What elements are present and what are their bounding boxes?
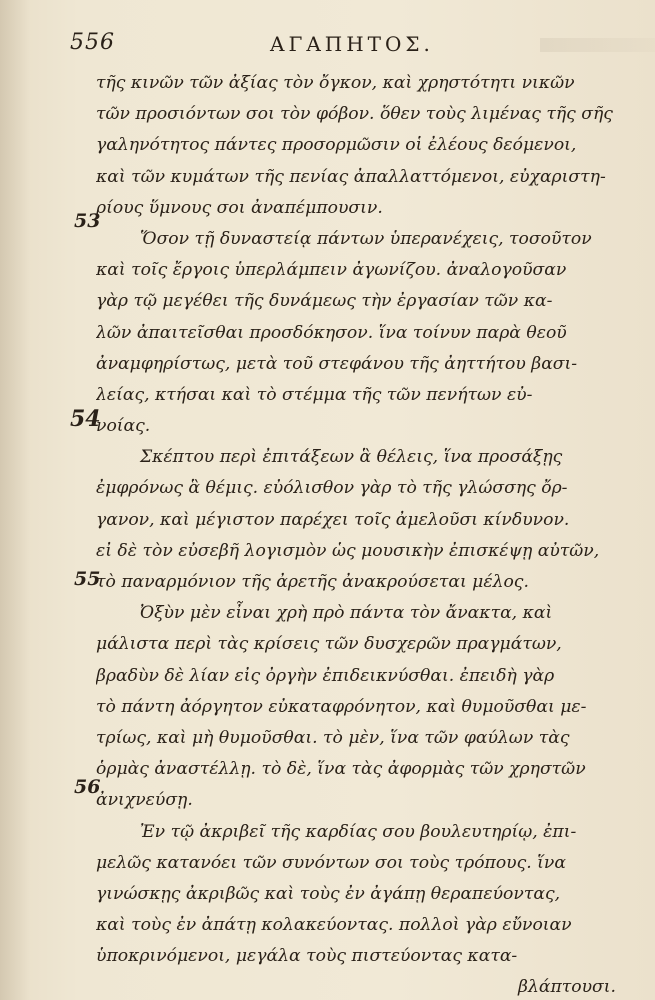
text-line: καὶ τῶν κυμάτων τῆς πενίας ἀπαλλαττόμενοι, εὐχαριστη-	[96, 166, 606, 187]
text-line: τῶν προσιόντων σοι τὸν φόβον. ὅθεν τοὺς λιμένας τῆς σῆς	[96, 104, 613, 125]
text-line: Σκέπτου περὶ ἐπιτάξεων ἃ θέλεις, ἵνα προσάξῃς	[140, 447, 563, 468]
text-line: τρίως, καὶ μὴ θυμοῦσθαι. τὸ μὲν, ἵνα τῶν φαύλων τὰς	[96, 727, 570, 748]
text-line: ἀνιχνεύσῃ.	[96, 790, 193, 811]
text-line: γαληνότητος πάντες προσορμῶσιν οἱ ἐλέους δεόμενοι,	[96, 135, 577, 156]
text-line: ὑποκρινόμενοι, μεγάλα τοὺς πιστεύοντας κατα-	[96, 946, 518, 967]
text-line: ὁρμὰς ἀναστέλλῃ. τὸ δὲ, ἵνα τὰς ἀφορμὰς τῶν χρηστῶν	[96, 759, 586, 780]
text-line: μελῶς κατανόει τῶν συνόντων σοι τοὺς τρόπους. ἵνα	[96, 852, 566, 873]
text-line: γὰρ τῷ μεγέθει τῆς δυνάμεως τὴν ἐργασίαν τῶν κα-	[96, 291, 553, 312]
text-line: ρίους ὕμνους σοι ἀναπέμπουσιν.	[96, 197, 383, 218]
text-line: καὶ τοῖς ἔργοις ὑπερλάμπειν ἀγωνίζου. ἀναλογοῦσαν	[96, 260, 567, 281]
text-line: Ἐν τῷ ἀκριβεῖ τῆς καρδίας σου βουλευτηρίῳ, ἐπι-	[140, 821, 577, 842]
text-line: βραδὺν δὲ λίαν εἰς ὀργὴν ἐπιδεικνύσθαι. ἐπειδὴ γὰρ	[96, 665, 555, 686]
page-number: 556	[70, 30, 115, 55]
marginal-number: 54	[70, 406, 101, 432]
marginal-number: 55	[74, 568, 101, 590]
text-line: μάλιστα περὶ τὰς κρίσεις τῶν δυσχερῶν πραγμάτων,	[96, 634, 562, 655]
text-line: εἰ δὲ τὸν εὐσεβῆ λογισμὸν ὡς μουσικὴν ἐπισκέψῃ αὐτῶν,	[96, 540, 600, 561]
running-head: ΑΓΑΠΗΤΟΣ.	[270, 32, 434, 56]
text-line: γανον, καὶ μέγιστον παρέχει τοῖς ἀμελοῦσι κίνδυνον.	[96, 509, 570, 530]
gutter-shadow	[0, 0, 30, 1000]
text-line: λείας, κτήσαι καὶ τὸ στέμμα τῆς τῶν πενήτων εὐ-	[96, 384, 533, 405]
text-line: τὸ πάντη ἀόργητον εὐκαταφρόνητον, καὶ θυμοῦσθαι με-	[96, 696, 587, 717]
marginal-number: 53	[74, 210, 101, 232]
show-through-text	[540, 38, 655, 52]
page-header	[70, 30, 590, 64]
text-line: νοίας.	[96, 416, 151, 437]
text-line: τῆς κινῶν τῶν ἀξίας τὸν ὄγκον, καὶ χρηστότητι νικῶν	[96, 73, 575, 93]
text-line: Ὅσον τῇ δυναστείᾳ πάντων ὑπερανέχεις, τοσοῦτον	[140, 228, 592, 249]
text-line: ἐμφρόνως ἃ θέμις. εὐόλισθον γὰρ τὸ τῆς γλώσσης ὄρ-	[96, 478, 568, 499]
text-line: γινώσκῃς ἀκριβῶς καὶ τοὺς ἐν ἀγάπῃ θεραπεύοντας,	[96, 883, 561, 904]
text-line: τὸ παναρμόνιον τῆς ἀρετῆς ἀνακρούσεται μέλος.	[96, 572, 529, 592]
text-line: βλάπτουσι.	[518, 977, 616, 998]
text-line: καὶ τοὺς ἐν ἀπάτῃ κολακεύοντας. πολλοὶ γὰρ εὔνοιαν	[96, 915, 572, 936]
text-line: Ὀξὺν μὲν εἶναι χρὴ πρὸ πάντα τὸν ἄνακτα, καὶ	[140, 603, 553, 624]
text-line: ἀναμφηρίστως, μετὰ τοῦ στεφάνου τῆς ἀηττήτου βασι-	[96, 353, 578, 374]
text-line: λῶν ἀπαιτεῖσθαι προσδόκησον. ἵνα τοίνυν παρὰ θεοῦ	[96, 322, 567, 343]
body-text	[96, 68, 620, 1000]
marginal-number: 56	[74, 776, 101, 798]
